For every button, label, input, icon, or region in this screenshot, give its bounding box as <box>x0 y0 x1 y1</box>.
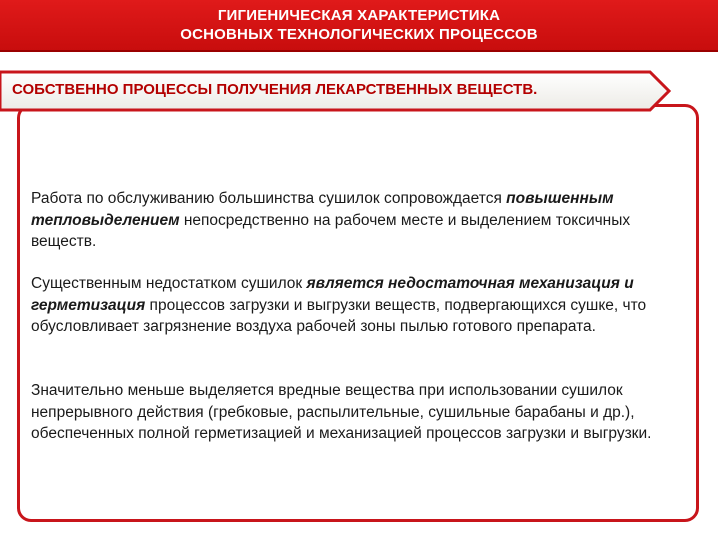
subtitle-text: СОБСТВЕННО ПРОЦЕССЫ ПОЛУЧЕНИЯ ЛЕКАРСТВЕННЫХ ВЕЩЕСТВ. <box>12 81 538 98</box>
subtitle-banner <box>0 70 672 112</box>
title-line-2: ОСНОВНЫХ ТЕХНОЛОГИЧЕСКИХ ПРОЦЕССОВ <box>180 26 538 43</box>
p2-emphasis: является недостаточная механизация и герметизация <box>31 275 634 314</box>
p1-text-a: Работа по обслуживанию большинства сушилок сопровождается <box>31 190 507 207</box>
title-bar <box>0 0 718 52</box>
paragraph-3: Значительно меньше выделяется вредные вещества при использовании сушилок непрерывного действия (гребковые, распылительные, сушильные барабаны и др.), обеспеченных полной герметизацией и механизацией процессов загрузки и выгрузки. <box>31 382 652 442</box>
p2-text-a: Существенным недостатком сушилок <box>31 275 307 292</box>
p1-text-b: непосредственно на рабочем месте и выделением токсичных веществ. <box>31 211 631 250</box>
p2-text-b: процессов загрузки и выгрузки веществ, подвергающихся сушке, что обусловливает загрязнение воздуха рабочей зоны пылью готового препарата. <box>31 296 647 335</box>
title-line-1: ГИГИЕНИЧЕСКАЯ ХАРАКТЕРИСТИКА <box>217 7 501 24</box>
paragraph-2 <box>31 273 681 338</box>
paragraph-1 <box>31 188 681 253</box>
p1-emphasis: повышенным тепловыделением <box>31 190 614 229</box>
